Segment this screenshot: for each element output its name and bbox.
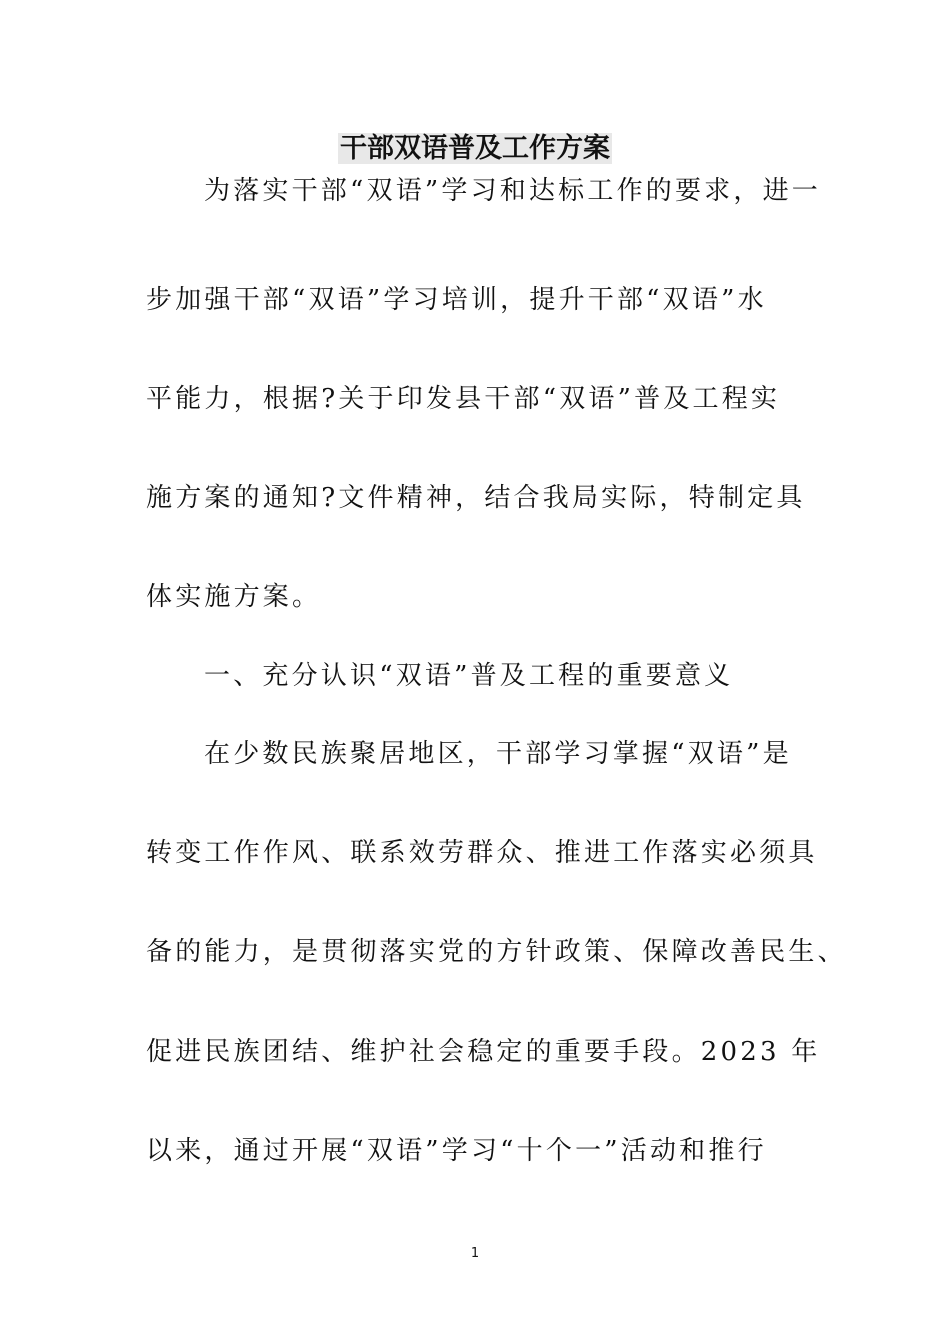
page-number: 1 <box>470 1246 480 1261</box>
paragraph-line: 转变工作作风、联系效劳群众、推进工作落实必须具 <box>146 838 818 868</box>
paragraph-line: 施方案的通知?文件精神，结合我局实际，特制定具 <box>146 483 806 513</box>
paragraph-line: 以来，通过开展“双语”学习“十个一”活动和推行 <box>146 1136 767 1166</box>
document-title <box>0 127 950 171</box>
paragraph-line: 平能力，根据?关于印发县干部“双语”普及工程实 <box>146 384 781 414</box>
paragraph-line: 体实施方案。 <box>146 582 322 612</box>
paragraph-line: 在少数民族聚居地区，干部学习掌握“双语”是 <box>204 739 792 769</box>
section-heading: 一、充分认识“双语”普及工程的重要意义 <box>204 661 734 691</box>
document-title-text: 干部双语普及工作方案 <box>340 133 610 164</box>
paragraph-line: 促进民族团结、维护社会稳定的重要手段。2023 年 <box>146 1037 821 1067</box>
paragraph-line: 步加强干部“双语”学习培训，提升干部“双语”水 <box>146 285 767 315</box>
paragraph-line: 为落实干部“双语”学习和达标工作的要求，进一 <box>204 176 821 206</box>
paragraph-line: 备的能力，是贯彻落实党的方针政策、保障改善民生、 <box>146 937 847 967</box>
